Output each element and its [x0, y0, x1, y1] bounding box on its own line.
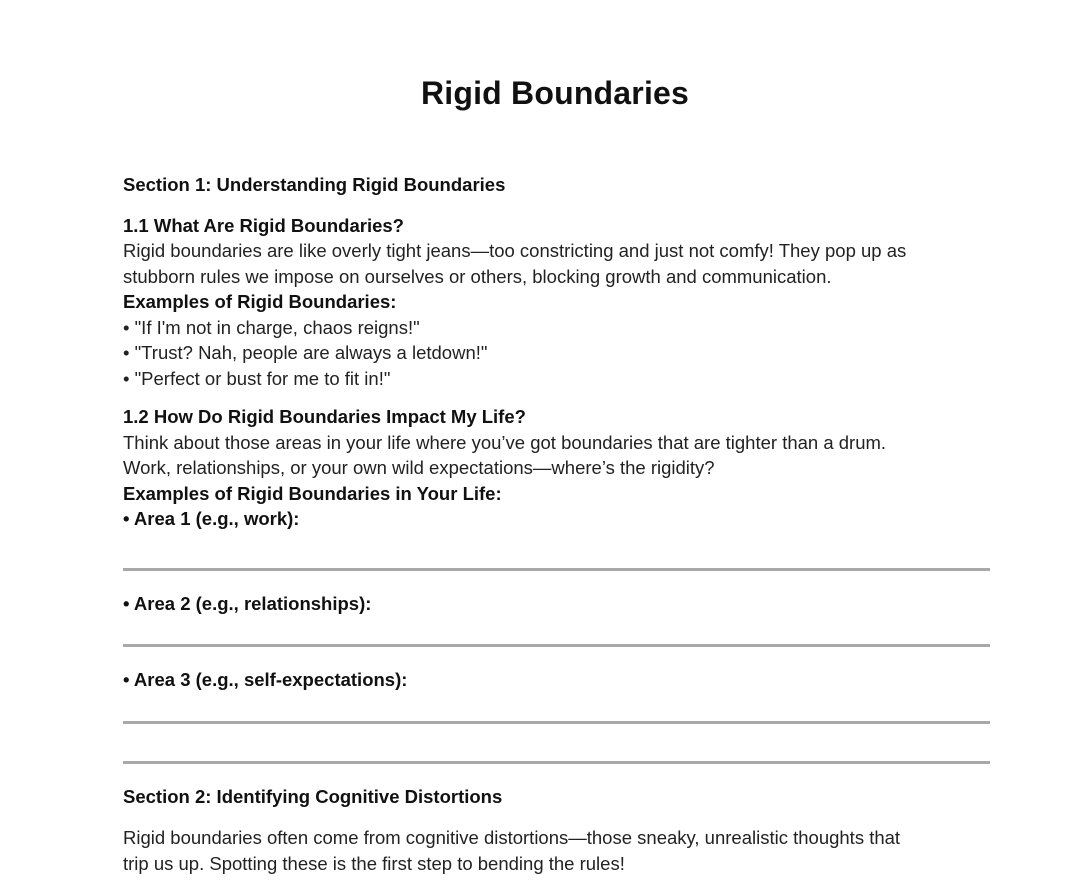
section-2-paragraph-line: Rigid boundaries often come from cognitive distortions—those sneaky, unrealistic thoughts that — [123, 827, 901, 848]
subsection-1-2-paragraph-line: Think about those areas in your life where you’ve got boundaries that are tighter than a drum. — [123, 431, 887, 453]
spacer — [123, 764, 993, 784]
subsection-1-2-paragraph-line: Work, relationships, or your own wild expectations—where’s the rigidity? — [123, 457, 715, 478]
spacer — [123, 571, 993, 591]
area-3-prompt: • Area 3 (e.g., self-expectations): — [123, 669, 408, 690]
spacer — [123, 532, 993, 568]
spacer — [123, 198, 993, 213]
spacer — [123, 724, 993, 761]
life-examples-heading: Examples of Rigid Boundaries in Your Life: — [123, 482, 502, 504]
area-2-prompt: • Area 2 (e.g., relationships): — [123, 592, 372, 614]
example-item: • "Perfect or bust for me to fit in!" — [123, 367, 391, 389]
subsection-1-1-paragraph-line: Rigid boundaries are like overly tight jeans—too constricting and just not comfy! They pop up as — [123, 240, 907, 261]
area-1-prompt: • Area 1 (e.g., work): — [123, 508, 300, 529]
section-2-heading: Section 2: Identifying Cognitive Distortions — [123, 785, 503, 807]
page-title: Rigid Boundaries — [420, 75, 690, 111]
spacer — [123, 391, 993, 404]
example-item: • "If I'm not in charge, chaos reigns!" — [123, 316, 420, 338]
section-2-paragraph-line: trip us up. Spotting these is the first step to bending the rules! — [123, 852, 625, 874]
spacer — [123, 809, 993, 825]
section-1-heading: Section 1: Understanding Rigid Boundaries — [123, 174, 506, 195]
spacer — [123, 616, 993, 644]
subsection-1-2-heading: 1.2 How Do Rigid Boundaries Impact My Life? — [123, 406, 526, 427]
spacer — [123, 647, 993, 667]
spacer — [123, 693, 993, 721]
subsection-1-1-paragraph-line: stubborn rules we impose on ourselves or others, blocking growth and communication. — [123, 265, 832, 287]
example-item: • "Trust? Nah, people are always a letdown!" — [123, 342, 488, 363]
subsection-1-1-heading: 1.1 What Are Rigid Boundaries? — [123, 214, 404, 236]
worksheet-content — [123, 172, 993, 876]
examples-heading: Examples of Rigid Boundaries: — [123, 291, 397, 312]
